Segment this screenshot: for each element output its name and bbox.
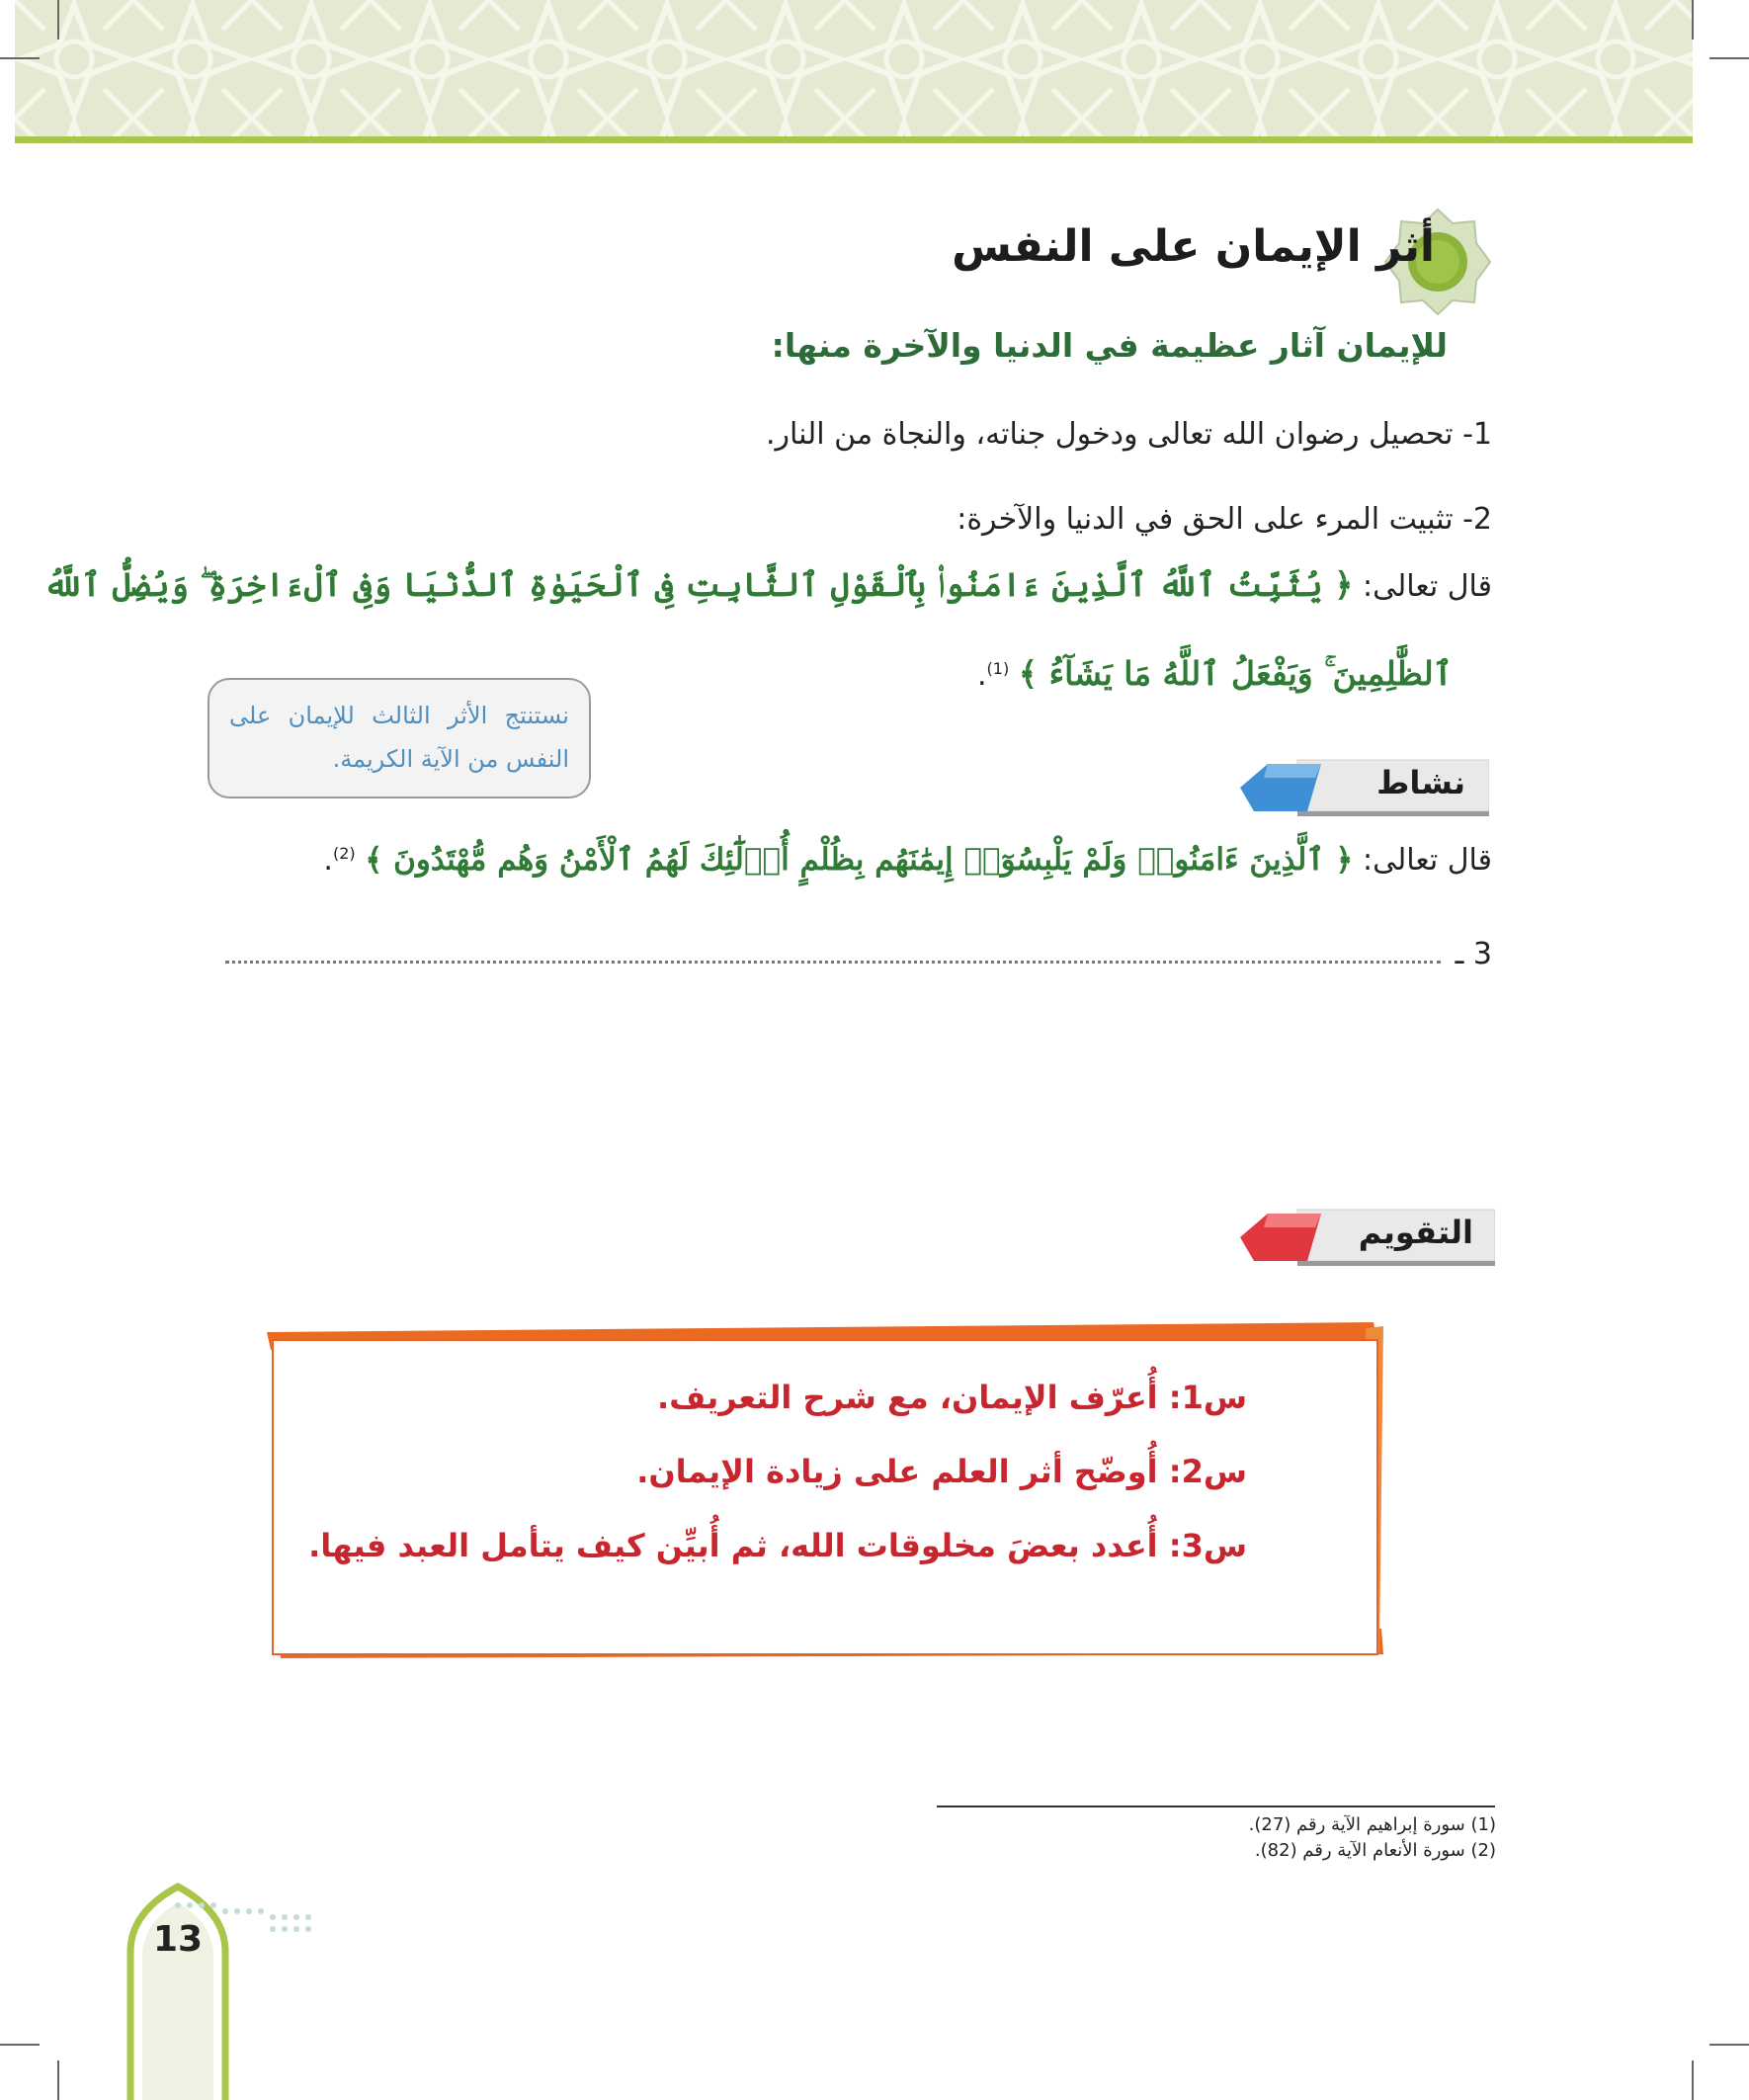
activity-verse-line — [323, 842, 1492, 878]
verse-1-lead: قال تعالى: — [1362, 569, 1492, 604]
question-2: س2: أُوضّح أثر العلم على زيادة الإيمان. — [636, 1453, 1247, 1490]
crop-mark — [57, 0, 59, 40]
question-1: س1: أُعرّف الإيمان، مع شرح التعريف. — [657, 1379, 1247, 1416]
activity-verse-lead: قال تعالى: — [1362, 843, 1492, 878]
activity-verse-text: ﴿ ٱلَّذِينَ ءَامَنُوا۟ وَلَمْ يَلْبِسُوٓا۟ إِيمَٰنَهُم بِظُلْمٍ أُو۟لَٰٓئِكَ لَهُمُ ٱلْأَمْنُ وَهُم مُّهْتَدُونَ ﴾ — [365, 842, 1354, 878]
verse-1-end: . — [976, 658, 987, 693]
answer-prefix: 3 ـ — [1455, 937, 1492, 971]
activity-verse-end: . — [323, 843, 333, 878]
crop-mark — [1709, 57, 1749, 59]
evaluation-label: التقويم — [1358, 1214, 1473, 1251]
verse-1-text-2: ٱلظَّٰلِمِينَ ۚ وَيَفْعَلُ ٱللَّهُ مَا يَشَآءُ ﴾ — [1018, 654, 1453, 693]
crop-mark — [1709, 2044, 1749, 2046]
crop-mark — [57, 2060, 59, 2100]
evaluation-tab — [1230, 1206, 1495, 1267]
point-1: 1- تحصيل رضوان الله تعالى ودخول جناته، والنجاة من النار. — [765, 417, 1492, 452]
crop-mark — [1692, 2060, 1694, 2100]
answer-dotted-line[interactable] — [225, 949, 1441, 964]
activity-tab — [1230, 756, 1489, 817]
header-underline — [15, 136, 1693, 143]
header-pattern-icon — [15, 0, 1693, 138]
header-pattern-band — [15, 0, 1693, 138]
verse-1-line-1 — [43, 565, 1492, 605]
note-box: نستنتج الأثر الثالث للإيمان على النفس من الآية الكريمة. — [208, 678, 591, 798]
page-number: 13 — [152, 1919, 204, 1960]
footnote-1: (1) سورة إبراهيم الآية رقم (27). — [1248, 1814, 1496, 1835]
verse-1-line-2 — [977, 654, 1453, 694]
verse-1-text-1: ﴿ يُثَبِّتُ ٱللَّهُ ٱلَّذِينَ ءَامَنُوا۟ بِٱلْقَوْلِ ٱلثَّابِتِ فِى ٱلْحَيَوٰةِ ٱلدُّنْيَا وَفِى ٱلْءَاخِرَةِ ۖ وَيُضِلُّ ٱللَّهُ — [43, 565, 1354, 604]
footnote-ref-1: (1) — [986, 659, 1010, 678]
crop-mark — [1692, 0, 1694, 40]
activity-label: نشاط — [1376, 764, 1465, 801]
page-title: أثر الإيمان على النفس — [952, 221, 1435, 272]
point-2: 2- تثبيت المرء على الحق في الدنيا والآخرة: — [957, 502, 1492, 537]
crop-mark — [0, 2044, 40, 2046]
section-intro: للإيمان آثار عظيمة في الدنيا والآخرة منها: — [771, 326, 1448, 365]
question-3: س3: أُعدد بعضَ مخلوقات الله، ثم أُبيِّن كيف يتأمل العبد فيها. — [308, 1527, 1247, 1564]
footnote-2: (2) سورة الأنعام الآية رقم (82). — [1254, 1840, 1496, 1861]
footnote-rule — [937, 1806, 1495, 1807]
footnote-ref-2: (2) — [332, 844, 356, 863]
crop-mark — [0, 57, 40, 59]
